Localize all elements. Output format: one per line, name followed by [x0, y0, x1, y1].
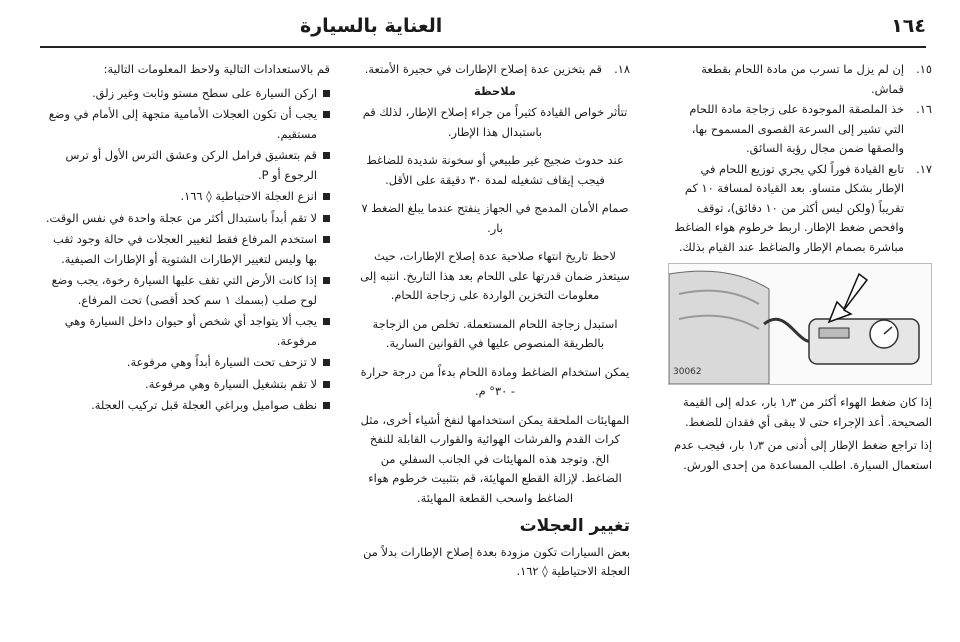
item-text: قم بتخزين عدة إصلاح الإطارات في حجيرة الأمتعة.	[364, 62, 602, 76]
list-item	[38, 312, 330, 351]
list-item	[670, 60, 932, 99]
bullet-text: قم بتعشيق فرامل الركن وعشق الترس الأول أو ترس الرجوع أو P.	[65, 148, 317, 182]
item-number: ١٥.	[916, 62, 932, 76]
bullet-text: انزع العجلة الاحتياطية ◊ ١٦٦.	[180, 189, 317, 203]
paragraph: إذا كان ضغط الهواء أكثر من ١٫٣ بار، عدله إلى القيمة الصحيحة. أعد الإجراء حتى لا يبقى أي فقدان للضغط.	[683, 395, 932, 429]
list-item	[38, 271, 330, 310]
bullet-icon	[323, 236, 330, 243]
page-title: العناية بالسيارة	[300, 15, 443, 37]
list-item	[670, 160, 932, 258]
list-item	[38, 146, 330, 185]
bullet-icon	[323, 90, 330, 97]
note-text: لاحظ تاريخ انتهاء صلاحية عدة إصلاح الإطارات، حيث سيتعذر ضمان قدرتها على اللحام بعد هذا التاريخ. انتبه إلى معلومات التخزين الواردة على زجاجة اللحام.	[360, 249, 630, 302]
list-item	[38, 84, 330, 104]
item-text: تابع القيادة فوراً لكي يجري توزيع اللحام في الإطار بشكل متساو. بعد القيادة لمسافة ١٠ كم تقريباً (ولكن ليس أكثر من ١٠ دقائق)، توقف وافحص ضغط الإطار. اربط خرطوم هواء الضاغط مباشرة بصمام الإطار والضاغط عند القيام بذلك.	[674, 161, 904, 254]
compressor-illustration	[668, 263, 932, 385]
section-title: تغيير العجلات	[519, 516, 630, 536]
item-number: ١٧.	[916, 161, 932, 176]
item-text: خذ الملصقة الموجودة على زجاجة مادة اللحام التي تشير إلى السرعة القصوى المسموح بها، والصقها ضمن مجال رؤية السائق.	[689, 102, 904, 155]
note-text: المهايئات الملحقة يمكن استخدامها لنفخ أشياء أخرى، مثل كرات القدم والفرشات الهوائية والقوارب القابلة للنفخ الخ. وتوجد هذه المهايئات في الجانب السفلي من الضاغط. لإزالة القطع المهايئة، قم بتثبيت خرطوم هواء الضاغط واسحب القطعة المهايئة.	[360, 412, 630, 505]
list-item	[38, 209, 330, 229]
bullet-icon	[323, 318, 330, 325]
bullet-icon	[323, 215, 330, 222]
bullet-text: استخدم المرفاع فقط لتغيير العجلات في حالة وجود ثقب بها وليس لتغيير الإطارات الشتوية أو الإطارات الصيفية.	[53, 232, 317, 266]
list-item	[38, 105, 330, 144]
page-number: ١٦٤	[891, 15, 926, 37]
intro-text: قم بالاستعدادات التالية ولاحظ المعلومات التالية:	[103, 62, 330, 76]
bullet-icon	[323, 402, 330, 409]
left-column	[38, 60, 330, 418]
tire-compressor-icon	[669, 264, 931, 384]
bullet-text: نظف صواميل وبراغي العجلة قبل تركيب العجلة.	[91, 398, 317, 412]
item-number: ١٦.	[916, 102, 932, 116]
bullet-text: لا تزحف تحت السيارة أبداً وهي مرفوعة.	[126, 355, 317, 369]
header-rule	[40, 46, 926, 48]
bullet-text: لا تقم أبداً باستبدال أكثر من عجلة واحدة في نفس الوقت.	[45, 210, 317, 225]
bullet-icon	[323, 193, 330, 200]
right-column	[670, 60, 932, 479]
item-number: ١٨.	[614, 62, 630, 76]
list-item	[38, 230, 330, 269]
figure-id: 30062	[673, 366, 702, 377]
note-text: تتأثر خواص القيادة كثيراً من جراء إصلاح الإطار، لذلك قم باستبدال هذا الإطار.	[362, 105, 628, 139]
note-text: صمام الأمان المدمج في الجهاز ينفتح عندما يبلغ الضغط ٧ بار.	[361, 201, 629, 235]
note-text: يمكن استخدام الضاغط ومادة اللحام بدءاً من درجة حرارة - ٣٠° م.	[360, 364, 630, 398]
middle-column	[360, 60, 630, 586]
bullet-text: إذا كانت الأرض التي تقف عليها السيارة رخوة، يجب وضع لوح صلب (بسمك ١ سم كحد أقصى) تحت المرفاع.	[51, 273, 317, 307]
bullet-icon	[323, 381, 330, 388]
bullet-text: يجب ألا يتواجد أي شخص أو حيوان داخل السيارة وهي مرفوعة.	[64, 314, 317, 348]
bullet-icon	[323, 359, 330, 366]
bullet-text: يجب أن تكون العجلات الأمامية متجهة إلى الأمام في وضع مستقيم.	[48, 107, 317, 141]
list-item	[38, 187, 330, 207]
bullet-icon	[323, 277, 330, 284]
bullet-text: لا تقم بتشغيل السيارة وهي مرفوعة.	[145, 376, 317, 391]
bullet-icon	[323, 111, 330, 118]
list-item	[670, 100, 932, 159]
list-item	[38, 375, 330, 395]
note-text: عند حدوث ضجيج غير طبيعي أو سخونة شديدة للضاغط فيجب إيقاف تشغيله لمدة ٣٠ دقيقة على الأقل.	[366, 153, 624, 187]
item-text: إن لم يزل ما تسرب من مادة اللحام بقطعة قماش.	[701, 62, 904, 96]
bullet-text: اركن السيارة على سطح مستو وثابت وغير زلق.	[92, 85, 317, 100]
list-item	[38, 353, 330, 373]
list-item	[38, 396, 330, 416]
note-text: استبدل زجاجة اللحام المستعملة. تخلص من الزجاجة بالطريقة المنصوص عليها في القوانين السارية.	[372, 316, 618, 350]
bullet-icon	[323, 152, 330, 159]
section-text: بعض السيارات تكون مزودة بعدة إصلاح الإطارات بدلاً من العجلة الاحتياطية ◊ ١٦٢.	[363, 544, 630, 578]
paragraph: إذا تراجع ضغط الإطار إلى أدنى من ١٫٣ بار، فيجب عدم استعمال السيارة. اطلب المساعدة من إحدى الورش.	[674, 438, 932, 472]
page-header	[40, 10, 926, 42]
note-title: ملاحظة	[474, 83, 516, 98]
list-item	[360, 60, 630, 80]
